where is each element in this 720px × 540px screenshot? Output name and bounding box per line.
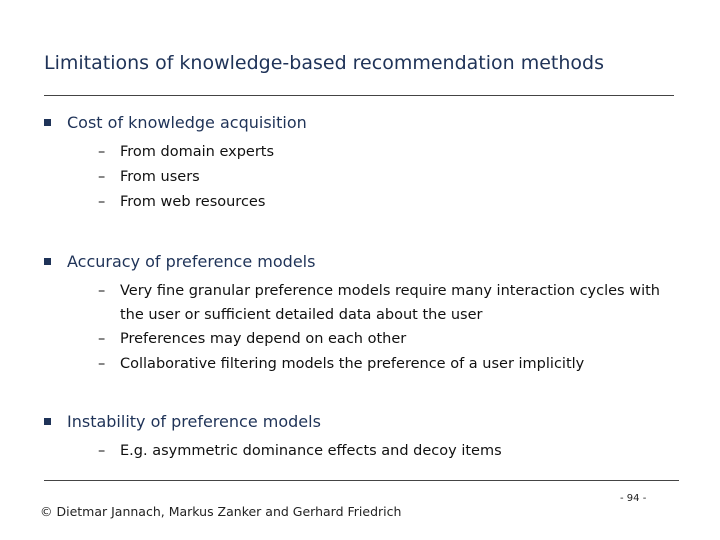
- bullet-item: [44, 252, 680, 271]
- bullet-section-knowledge-acquisition: [44, 113, 680, 215]
- dash-bullet-icon: –: [98, 144, 106, 160]
- dash-bullet-icon: –: [98, 283, 106, 299]
- sub-bullet-text: Very fine granular preference models require many interaction cycles with the user or sufficient detailed data about the user: [120, 283, 660, 323]
- sub-bullet-text: Preferences may depend on each other: [120, 331, 407, 347]
- sub-bullet-list: [98, 140, 680, 215]
- bullet-label: Cost of knowledge acquisition: [67, 113, 307, 132]
- dash-bullet-icon: –: [98, 331, 106, 347]
- sub-bullet-item: [98, 165, 680, 190]
- square-bullet-icon: [44, 119, 51, 126]
- dash-bullet-icon: –: [98, 443, 106, 459]
- sub-bullet-item: [98, 327, 680, 352]
- bullet-label: Accuracy of preference models: [67, 252, 316, 271]
- page-number: - 94 -: [620, 493, 647, 504]
- sub-bullet-text: Collaborative filtering models the preference of a user implicitly: [120, 356, 585, 372]
- sub-bullet-text: From domain experts: [120, 144, 275, 160]
- square-bullet-icon: [44, 418, 51, 425]
- sub-bullet-item: [98, 352, 680, 377]
- bullet-section-preference-accuracy: [44, 252, 680, 377]
- sub-bullet-text: E.g. asymmetric dominance effects and decoy items: [120, 443, 502, 459]
- sub-bullet-list: [98, 439, 680, 464]
- title-divider: [44, 95, 674, 96]
- sub-bullet-item: [98, 439, 680, 464]
- square-bullet-icon: [44, 258, 51, 265]
- sub-bullet-text: From users: [120, 169, 200, 185]
- dash-bullet-icon: –: [98, 194, 106, 210]
- slide-title: Limitations of knowledge-based recommendation methods: [44, 52, 604, 74]
- footer-divider: [44, 480, 679, 481]
- dash-bullet-icon: –: [98, 356, 106, 372]
- sub-bullet-list: [98, 279, 680, 377]
- sub-bullet-item: [98, 140, 680, 165]
- bullet-item: [44, 412, 680, 431]
- sub-bullet-text: From web resources: [120, 194, 266, 210]
- sub-bullet-item: [98, 190, 680, 215]
- dash-bullet-icon: –: [98, 169, 106, 185]
- bullet-label: Instability of preference models: [67, 412, 321, 431]
- sub-bullet-item: [98, 279, 680, 327]
- footer-copyright: © Dietmar Jannach, Markus Zanker and Gerhard Friedrich: [40, 504, 402, 519]
- bullet-item: [44, 113, 680, 132]
- bullet-section-preference-instability: [44, 412, 680, 464]
